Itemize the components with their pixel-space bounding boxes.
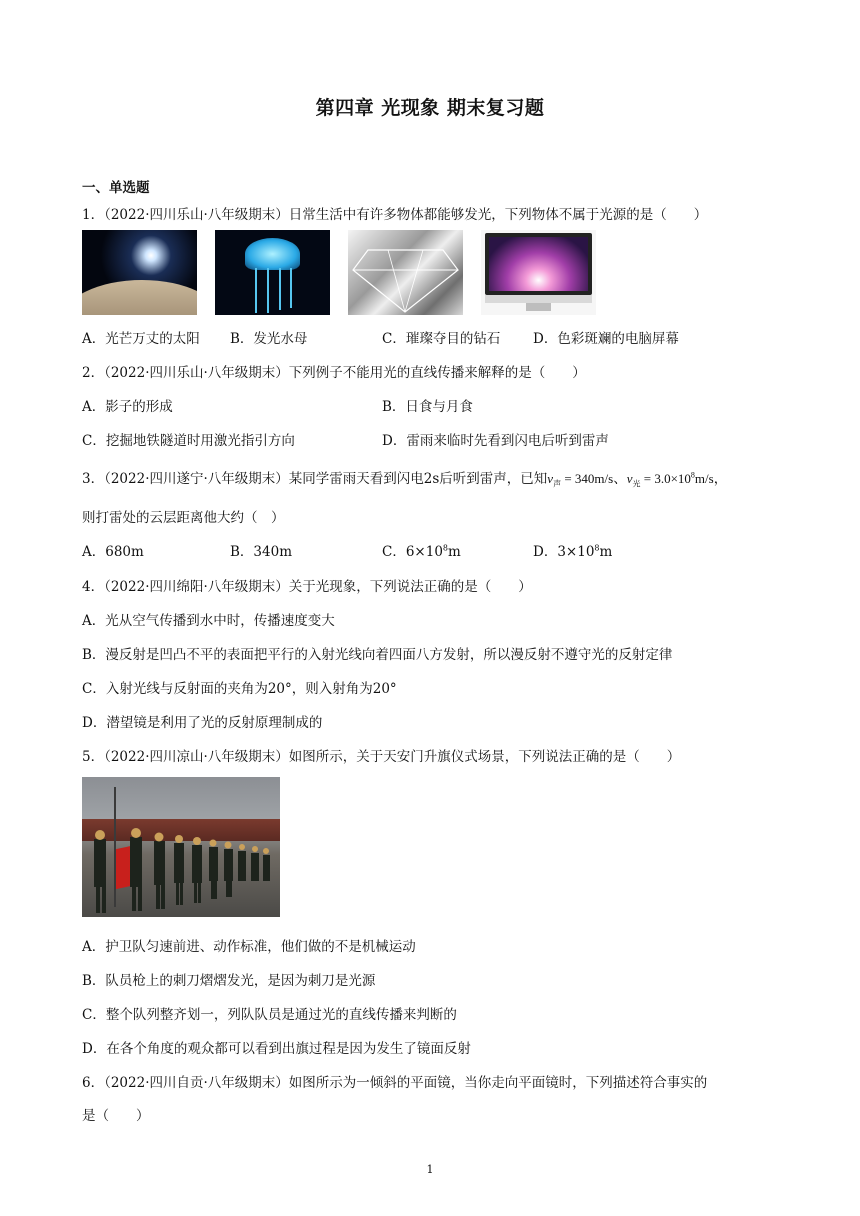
page-title: 第四章 光现象 期末复习题 [315,97,545,119]
soldiers-silhouette [82,777,280,917]
computer-screen-image [481,230,596,315]
q3-stem-text: 3．（2022·四川遂宁·八年级期末）某同学雷雨天看到闪电2s后听到雷声，已知 [82,471,548,487]
flag-ceremony-image [82,777,280,917]
q4-option-b: B．漫反射是凹凸不平的表面把平行的入射光线向着四面八方发射，所以漫反射不遵守光的反射定律 [82,647,673,663]
q3-v-sound-formula: $v_声 = 340m/s$ [547,471,614,489]
sun-image [82,230,197,315]
q2-option-b: B．日食与月食 [382,399,473,415]
q5-option-b: B．队员枪上的刺刀熠熠发光，是因为刺刀是光源 [82,973,376,989]
q4-stem: 4．（2022·四川绵阳·八年级期末）关于光现象，下列说法正确的是（ ） [82,579,532,595]
q5-option-a: A．护卫队匀速前进、动作标准，他们做的不是机械运动 [82,939,416,955]
q4-option-a: A．光从空气传播到水中时，传播速度变大 [82,613,335,629]
q3-stem-line1: 3．（2022·四川遂宁·八年级期末）某同学雷雨天看到闪电2s后听到雷声，已知$v_声 = 340m/s$、$v_光 = 3.0\times 10^8m/s$， [82,470,728,489]
q1-option-a: A．光芒万丈的太阳 [82,331,200,347]
q3-option-b: B．340m [230,544,292,560]
section-heading: 一、单选题 [82,180,150,196]
jellyfish-bell [245,238,300,270]
q3-stem-line2: 则打雷处的云层距离他大约（ ） [82,510,285,526]
earth-horizon [82,280,197,315]
q3-option-d: D．$3\times 10^8m$ [533,543,613,560]
diamond-facets [348,230,463,315]
q1-option-b: B．发光水母 [230,331,308,347]
q2-option-d: D．雷雨来临时先看到闪电后听到雷声 [382,433,609,449]
monitor-display [489,237,588,291]
monitor-stand [526,303,551,311]
q3-option-a: A．680m [82,544,144,560]
q1-option-c: C．璀璨夺目的钻石 [382,331,501,347]
q5-stem: 5．（2022·四川凉山·八年级期末）如图所示，关于天安门升旗仪式场景，下列说法正确的是（ ） [82,749,681,765]
q3-v-light-formula: $v_光 = 3.0\times 10^8m/s$ [626,470,714,489]
q4-option-d: D．潜望镜是利用了光的反射原理制成的 [82,715,323,731]
page-number: 1 [426,1163,434,1176]
q6-stem-line2: 是（ ） [82,1108,150,1124]
diamond-image [348,230,463,315]
q2-option-a: A．影子的形成 [82,399,173,415]
jellyfish-image [215,230,330,315]
monitor-frame [485,233,592,295]
q1-option-d: D．色彩斑斓的电脑屏幕 [533,331,679,347]
q6-stem-line1: 6．（2022·四川自贡·八年级期末）如图所示为一倾斜的平面镜，当你走向平面镜时，下列描述符合事实的 [82,1075,708,1091]
q5-option-c: C．整个队列整齐划一，列队队员是通过光的直线传播来判断的 [82,1007,457,1023]
q2-option-c: C．挖掘地铁隧道时用激光指引方向 [82,433,295,449]
q1-stem: 1．（2022·四川乐山·八年级期末）日常生活中有许多物体都能够发光，下列物体不属于光源的是（ ） [82,207,708,223]
q4-option-c: C．入射光线与反射面的夹角为20°，则入射角为20° [82,681,397,697]
q3-option-c: C．$6\times 10^8m$ [382,543,461,560]
q2-stem: 2．（2022·四川乐山·八年级期末）下列例子不能用光的直线传播来解释的是（ ） [82,365,586,381]
q5-option-d: D．在各个角度的观众都可以看到出旗过程是因为发生了镜面反射 [82,1041,471,1057]
